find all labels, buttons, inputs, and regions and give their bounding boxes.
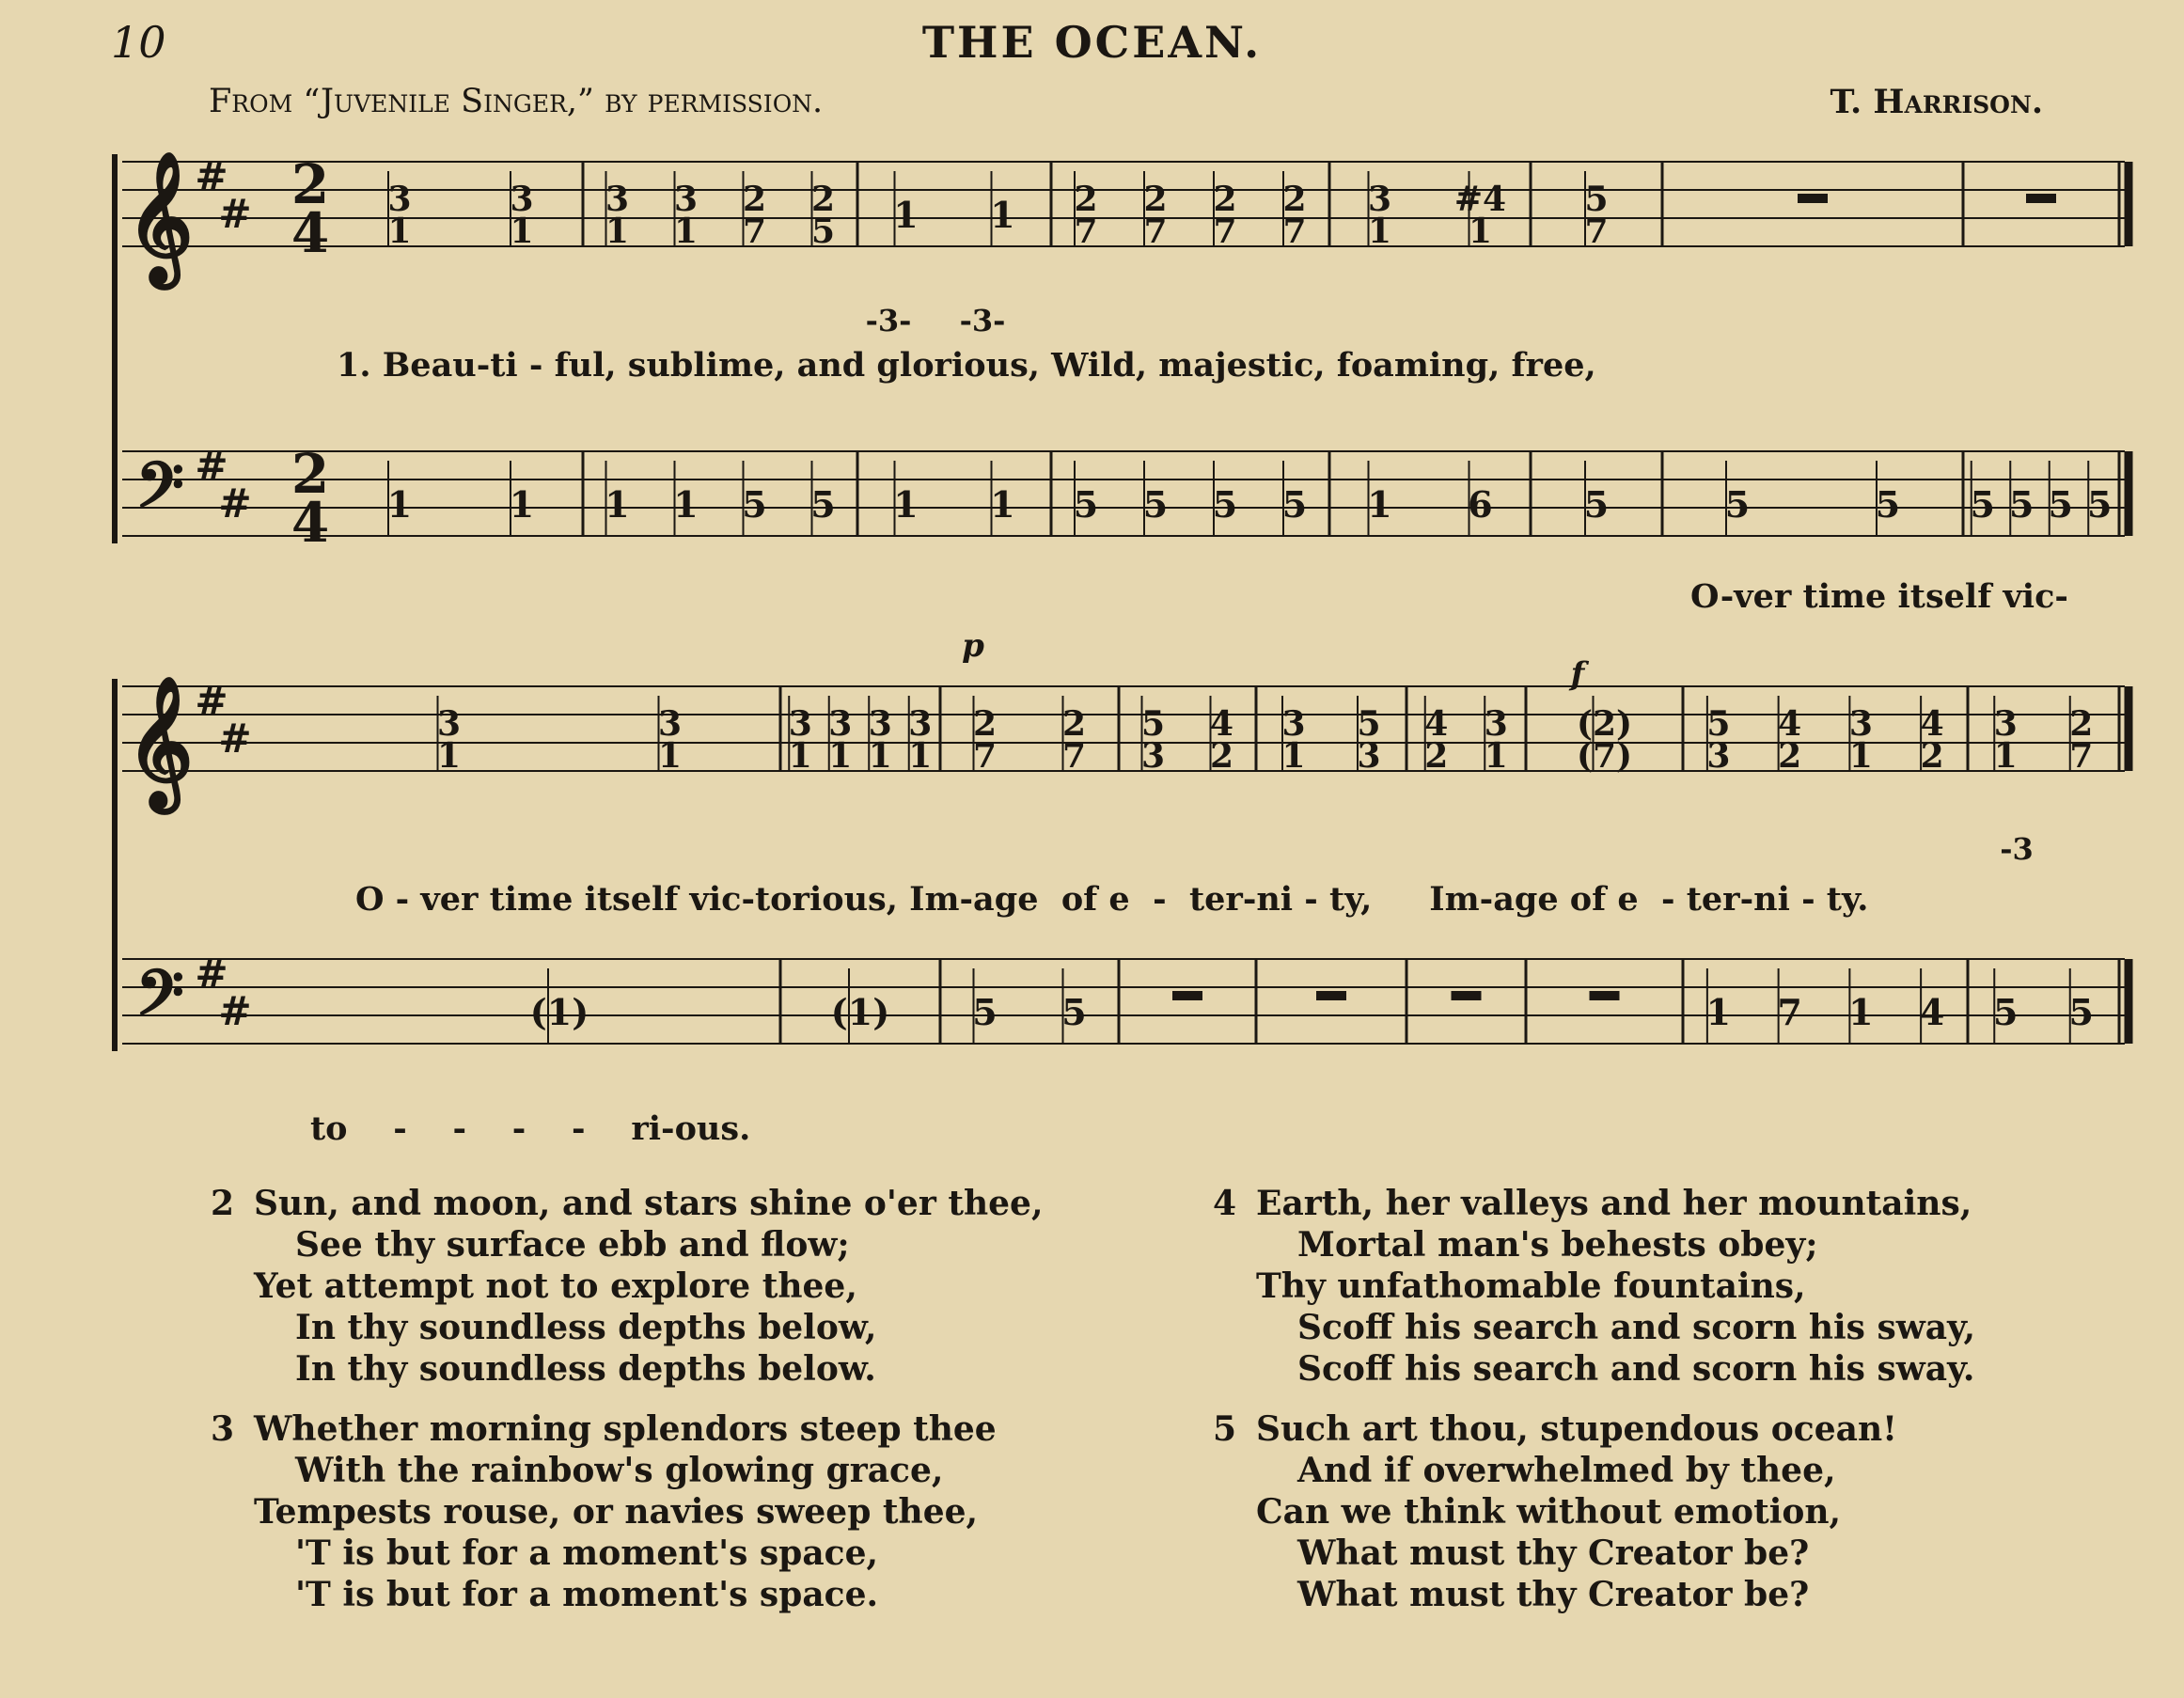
note-numeral: 2 <box>1282 180 1307 219</box>
note-numeral: 5 <box>1970 483 1995 526</box>
verse-line: See thy surface ebb and flow; <box>295 1225 850 1265</box>
note-numeral: 1 <box>657 736 683 776</box>
verse-line: And if overwhelmed by thee, <box>1297 1451 1836 1490</box>
note-numeral: 5 <box>810 212 836 251</box>
note-numeral: 3 <box>908 704 933 744</box>
note-numeral: 5 <box>1212 483 1238 526</box>
note-numeral: 1 <box>893 194 919 236</box>
note-numeral: 2 <box>1061 704 1087 744</box>
verse-line: Scoff his search and scorn his sway, <box>1297 1308 1976 1347</box>
sharp-icon: # <box>195 678 228 724</box>
note-numeral: 1 <box>908 736 933 776</box>
note-numeral: 4 <box>1778 704 1802 744</box>
rest-icon <box>1590 991 1620 1000</box>
verse-line: Mortal man's behests obey; <box>1297 1225 1818 1265</box>
note-numeral: 3 <box>1140 736 1166 776</box>
note-numeral: 1 <box>1484 736 1508 776</box>
verse-4 <box>1213 1183 1976 1390</box>
verse-line: Sun, and moon, and stars shine o'er thee, <box>254 1184 1044 1223</box>
note-numeral: 1 <box>990 194 1015 236</box>
note-numeral: 5 <box>1142 483 1169 526</box>
page-number: 10 <box>111 17 166 68</box>
note-numeral: 3 <box>673 180 699 219</box>
note-numeral: 7 <box>972 736 998 776</box>
note-numeral: 7 <box>1061 736 1087 776</box>
note-numeral: 3 <box>1848 704 1873 744</box>
note-numeral: 7 <box>2069 736 2094 776</box>
note-numeral: 1 <box>386 483 413 526</box>
note-numeral: 6 <box>1468 483 1493 526</box>
verse-line: Whether morning splendors steep thee <box>254 1409 997 1449</box>
note-numeral: 1 <box>893 483 919 526</box>
small-number: -3- <box>865 303 912 338</box>
note-numeral: 3 <box>657 704 683 744</box>
note-numeral: 1 <box>509 483 535 526</box>
note-numeral: 1 <box>436 736 462 776</box>
note-numeral: 3 <box>788 704 812 744</box>
note-numeral: 1 <box>605 212 630 251</box>
note-numeral: 2 <box>1920 736 1944 776</box>
note-numeral: 1 <box>387 212 412 251</box>
page-title: THE OCEAN. <box>921 17 1263 68</box>
note-numeral: 1 <box>788 736 812 776</box>
verse-5 <box>1213 1408 1897 1615</box>
note-numeral: 3 <box>868 704 892 744</box>
treble-clef-icon: 𝄞 <box>126 150 194 283</box>
note-numeral: 1 <box>673 483 699 526</box>
note-numeral: 1 <box>1468 212 1493 251</box>
note-numeral: 1 <box>605 483 630 526</box>
time-signature-bottom: 4 <box>291 201 330 265</box>
verse-number: 3 <box>211 1409 235 1449</box>
verse-line: Yet attempt not to explore thee, <box>254 1266 857 1306</box>
time-signature-top: 2 <box>291 152 330 216</box>
verse-line: Scoff his search and scorn his sway. <box>1297 1349 1975 1389</box>
source-credit: From “Juvenile Singer,” by permission. <box>209 83 824 120</box>
verse-2 <box>211 1183 1044 1390</box>
bass-clef-icon: 𝄢 <box>135 956 184 1045</box>
note-numeral: 5 <box>2009 483 2035 526</box>
verse-line: What must thy Creator be? <box>1297 1575 1810 1614</box>
lyric-bass-line-2: to - - - - ri-ous. <box>310 1109 751 1148</box>
note-numeral: 4 <box>1919 991 1945 1033</box>
sharp-icon: # <box>195 443 228 489</box>
dynamic-forte: f <box>1570 655 1585 693</box>
verse-line: Thy unfathomable fountains, <box>1256 1266 1806 1306</box>
verse-line: 'T is but for a moment's space, <box>295 1533 879 1573</box>
composer-credit: T. Harrison. <box>1830 83 2043 121</box>
verse-number: 2 <box>211 1184 235 1223</box>
note-numeral: 1 <box>990 483 1015 526</box>
note-numeral: 5 <box>1140 704 1166 744</box>
note-numeral: 1 <box>1705 991 1732 1033</box>
note-numeral: (1) <box>529 991 589 1033</box>
rest-icon <box>1452 991 1482 1000</box>
verse-line: Earth, her valleys and her mountains, <box>1256 1184 1972 1223</box>
note-numeral: (1) <box>830 991 890 1033</box>
note-numeral: 2 <box>1143 180 1168 219</box>
note-numeral: 3 <box>1367 180 1392 219</box>
note-numeral: 5 <box>1724 483 1751 526</box>
verse-line: Such art thou, stupendous ocean! <box>1256 1409 1897 1449</box>
note-numeral: 2 <box>1778 736 1802 776</box>
note-numeral: 2 <box>1074 180 1098 219</box>
note-numeral: 5 <box>1357 704 1381 744</box>
lyric-bass-line-1: O-ver time itself vic- <box>1690 577 2068 616</box>
sharp-icon: # <box>218 480 252 527</box>
verse-line: With the rainbow's glowing grace, <box>295 1451 944 1490</box>
verse-line: Can we think without emotion, <box>1256 1492 1842 1532</box>
note-numeral: 5 <box>1875 483 1901 526</box>
verse-number: 5 <box>1213 1409 1237 1449</box>
note-numeral: 5 <box>1583 483 1610 526</box>
note-numeral: (2) <box>1576 704 1633 744</box>
note-numeral: 3 <box>436 704 462 744</box>
note-numeral: 3 <box>1281 704 1306 744</box>
note-numeral: 1 <box>1367 212 1392 251</box>
lyric-line-1: 1. Beau-ti - ful, sublime, and glorious, Wild, majestic, foaming, free, <box>337 346 1596 385</box>
note-numeral: 1 <box>1848 736 1873 776</box>
note-numeral: 7 <box>1213 212 1237 251</box>
note-numeral: 1 <box>1993 736 2018 776</box>
note-numeral: 1 <box>828 736 853 776</box>
note-numeral: 5 <box>810 483 836 526</box>
note-numeral: 5 <box>2068 991 2094 1033</box>
verse-number: 4 <box>1213 1184 1237 1223</box>
note-numeral: 4 <box>1209 704 1234 744</box>
sharp-icon: # <box>195 153 228 199</box>
note-numeral: 5 <box>2087 483 2113 526</box>
note-numeral: 3 <box>1357 736 1381 776</box>
note-numeral: 5 <box>1281 483 1308 526</box>
note-numeral: 7 <box>1777 991 1802 1033</box>
sharp-icon: # <box>218 191 252 237</box>
note-numeral: 5 <box>972 991 998 1033</box>
note-numeral: 7 <box>742 212 767 251</box>
note-numeral: 5 <box>1073 483 1099 526</box>
time-signature-bottom: 4 <box>291 491 330 555</box>
note-numeral: 3 <box>510 180 534 219</box>
time-signature-top: 2 <box>291 442 330 506</box>
note-numeral: 1 <box>673 212 699 251</box>
note-numeral: 7 <box>1584 212 1609 251</box>
lyric-line-2: O - ver time itself vic-torious, Im-age of e - ter-ni - ty, Im-age of e - ter-ni - ty. <box>355 880 1869 919</box>
sharp-icon: # <box>218 715 252 762</box>
note-numeral: #4 <box>1453 180 1507 219</box>
note-numeral: 2 <box>972 704 998 744</box>
treble-clef-icon: 𝄞 <box>126 675 194 808</box>
note-numeral: 3 <box>605 180 630 219</box>
sharp-icon: # <box>195 951 228 997</box>
bass-clef-icon: 𝄢 <box>135 448 184 537</box>
verse-line: In thy soundless depths below, <box>295 1308 877 1347</box>
note-numeral: 1 <box>1367 483 1392 526</box>
note-numeral: 7 <box>1282 212 1307 251</box>
rest-icon <box>1316 991 1346 1000</box>
note-numeral: 1 <box>1848 991 1874 1033</box>
verse-line: In thy soundless depths below. <box>295 1349 876 1389</box>
sharp-icon: # <box>218 988 252 1034</box>
small-number: -3 <box>2000 831 2034 867</box>
small-number: -3- <box>959 303 1006 338</box>
note-numeral: 2 <box>2069 704 2094 744</box>
note-numeral: 2 <box>1209 736 1234 776</box>
rest-icon <box>1798 194 1828 203</box>
note-numeral: 5 <box>2048 483 2073 526</box>
note-numeral: 2 <box>1424 736 1449 776</box>
rest-icon <box>1172 991 1202 1000</box>
note-numeral: 2 <box>1213 180 1237 219</box>
verse-line: Tempests rouse, or navies sweep thee, <box>254 1492 979 1532</box>
note-numeral: 4 <box>1424 704 1449 744</box>
note-numeral: (7) <box>1576 736 1633 776</box>
note-numeral: 4 <box>1920 704 1944 744</box>
note-numeral: 1 <box>510 212 534 251</box>
verse-3 <box>211 1408 997 1615</box>
verse-line: What must thy Creator be? <box>1297 1533 1810 1573</box>
note-numeral: 5 <box>1993 991 2019 1033</box>
note-numeral: 2 <box>810 180 836 219</box>
note-numeral: 3 <box>387 180 412 219</box>
dynamic-piano: p <box>962 627 984 665</box>
note-numeral: 3 <box>1484 704 1508 744</box>
note-numeral: 5 <box>742 483 767 526</box>
rest-icon <box>2026 194 2056 203</box>
note-numeral: 5 <box>1706 704 1731 744</box>
note-numeral: 7 <box>1074 212 1098 251</box>
note-numeral: 2 <box>742 180 767 219</box>
note-numeral: 5 <box>1061 991 1087 1033</box>
note-numeral: 7 <box>1143 212 1168 251</box>
note-numeral: 1 <box>868 736 892 776</box>
note-numeral: 3 <box>1706 736 1731 776</box>
note-numeral: 3 <box>828 704 853 744</box>
note-numeral: 5 <box>1584 180 1609 219</box>
note-numeral: 1 <box>1281 736 1306 776</box>
note-numeral: 3 <box>1993 704 2018 744</box>
verse-line: 'T is but for a moment's space. <box>295 1575 879 1614</box>
